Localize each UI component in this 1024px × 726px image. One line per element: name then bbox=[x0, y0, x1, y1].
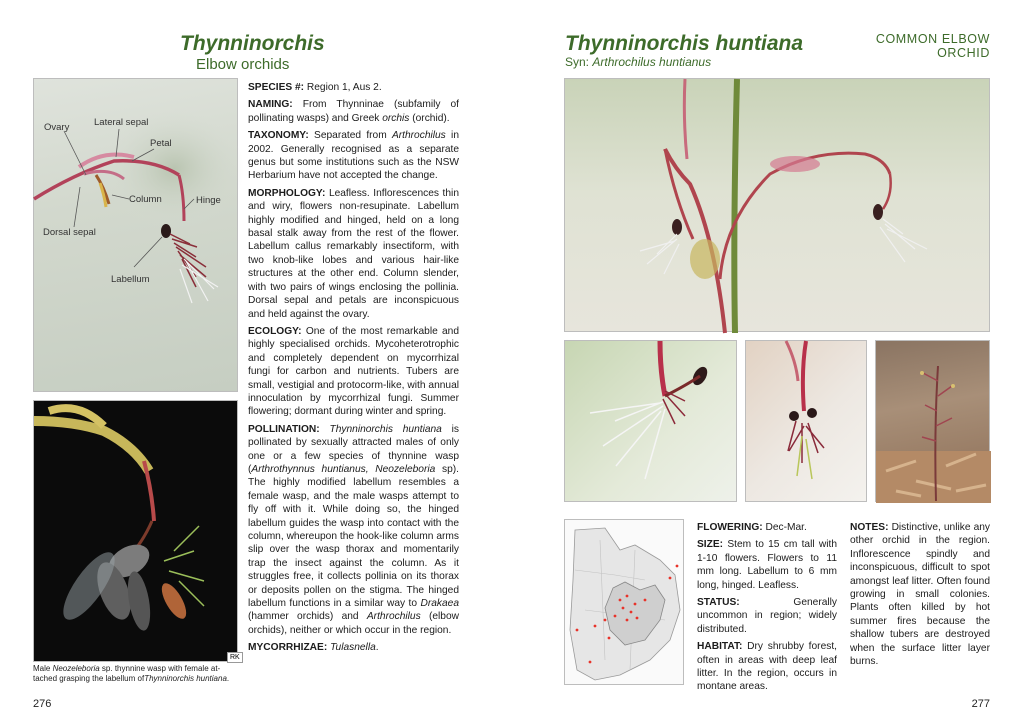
section-italic: orchis bbox=[382, 112, 410, 124]
section-text: Dec-Mar. bbox=[762, 522, 807, 533]
synonym-label: Syn: bbox=[565, 55, 593, 69]
record-dot bbox=[619, 599, 622, 602]
caption-species: Thynninorchis huntiana bbox=[144, 674, 227, 683]
morphology-paragraph bbox=[248, 187, 459, 321]
record-dot bbox=[644, 599, 647, 602]
section-text: in 2002. Generally recognised as a separate genus but some institutions such as the NSW Herbarium have not accepted the change. bbox=[248, 130, 459, 182]
label-hinge: Hinge bbox=[196, 195, 221, 206]
genus-common-name: Elbow orchids bbox=[196, 56, 290, 73]
label-dorsal-sepal: Dorsal sepal bbox=[43, 227, 96, 238]
record-dot bbox=[604, 619, 607, 622]
notes-paragraph bbox=[850, 521, 990, 668]
section-text: Distinctive, unlike any other orchid in the region. Inflorescence spindly and inconspicuous, difficult to spot amongst leaf litter. Often found growing in small colonies. Plants often killed by hot summer fires because the shallow tubers are destroyed when the surface litter layer burns. bbox=[850, 522, 990, 668]
record-dot bbox=[669, 577, 672, 580]
labellum-closeup-image bbox=[565, 341, 738, 503]
flower-front-image bbox=[746, 341, 868, 503]
record-dot bbox=[636, 617, 639, 620]
record-dot bbox=[676, 565, 679, 568]
section-text: (orchid). bbox=[409, 112, 450, 124]
section-text: . bbox=[375, 642, 379, 654]
section-text: Leafless. Inflorescences thin and wiry, flowers non-resupinate. Labellum highly modified and hinged, held on a long basal stalk away from the rest of the flower. Labellum callus remarkably insectiform, with two knob-like lobes and various hair-like structures at the other end. Column slender, with two pairs of wings enclosing the pollinia. Dorsal sepal and petals are inconspicuous and held against the ovary. bbox=[248, 187, 459, 320]
wasp-pollination-photo bbox=[33, 400, 238, 662]
caption-text: Male bbox=[33, 664, 53, 673]
record-dot bbox=[626, 619, 629, 622]
ecology-paragraph bbox=[248, 325, 459, 419]
record-dot bbox=[608, 637, 611, 640]
label-lateral-sepal: Lateral sepal bbox=[94, 117, 149, 128]
flower-front-photo bbox=[745, 340, 867, 502]
section-label: NAMING: bbox=[248, 99, 293, 111]
size-paragraph bbox=[697, 538, 837, 592]
caption-genus: Neozeleboria bbox=[52, 664, 100, 673]
section-italic: Arthrochilus bbox=[391, 130, 446, 142]
label-labellum: Labellum bbox=[111, 274, 150, 285]
section-text: is pollinated by sexually attracted males of only one or a few species of thynnine wasp ( bbox=[248, 423, 459, 475]
section-label: NOTES: bbox=[850, 522, 889, 533]
photo-credit: RK bbox=[227, 652, 243, 663]
section-text: Dry shrubby forest, often in areas with deep leaf litter. In the region, occurs in montane areas. bbox=[697, 641, 837, 693]
section-label: HABITAT: bbox=[697, 641, 743, 653]
record-dot bbox=[630, 611, 633, 614]
section-text: sp). The highly modified labellum resembles a female wasp, and the male wasps attempt to fly off with it. While doing so, the hinged labellum guides the wasp into contact with the column, whereupon the hook-like column arms slip over the wasp thorax and momentarily trap the insect against the column. As it struggles free, it collects pollinia on its thorax or deposits pollen on the stigma. The hinged labellum functions in a similar way to bbox=[248, 463, 459, 610]
label-petal: Petal bbox=[150, 138, 172, 149]
plant-in-leaf-litter-image bbox=[876, 341, 991, 503]
record-dot bbox=[589, 661, 592, 664]
section-italic: Arthrochilus bbox=[366, 611, 421, 623]
page-number-right: 277 bbox=[971, 698, 990, 710]
flowering-paragraph bbox=[697, 521, 837, 534]
synonym-name: Arthrochilus huntianus bbox=[592, 55, 712, 69]
flowering-stems-image bbox=[565, 79, 991, 333]
section-label: SIZE: bbox=[697, 539, 724, 551]
labelled-flower-diagram bbox=[33, 78, 238, 392]
genus-title: Thynninorchis bbox=[180, 32, 325, 55]
distribution-map bbox=[564, 519, 684, 685]
section-label: SPECIES #: bbox=[248, 82, 305, 93]
section-text: From Thynninae (subfamily of pollinating wasps) and Greek bbox=[248, 99, 459, 124]
section-label: ECOLOGY: bbox=[248, 325, 302, 337]
section-text: Generally uncommon in region; widely distributed. bbox=[697, 597, 837, 635]
section-text: Region 1, Aus 2. bbox=[304, 82, 382, 93]
pollination-paragraph bbox=[248, 423, 459, 638]
mycorrhizae-paragraph bbox=[248, 641, 459, 654]
status-paragraph bbox=[697, 596, 837, 636]
species-main-photo bbox=[564, 78, 990, 332]
label-ovary: Ovary bbox=[44, 122, 70, 133]
section-text: (elbow orchids), neither or which occur in the region. bbox=[248, 611, 459, 636]
species-title: Thynninorchis huntiana bbox=[565, 32, 804, 55]
taxonomy-paragraph bbox=[248, 129, 459, 183]
naming-paragraph bbox=[248, 98, 459, 125]
habitat-paragraph bbox=[697, 640, 837, 694]
section-text: Separated from bbox=[308, 130, 392, 142]
section-italic: Drakaea bbox=[420, 598, 459, 610]
caption-text: sp. thynnine wasp with female at-tached grasping the labellum of bbox=[33, 664, 221, 683]
record-dot bbox=[614, 615, 617, 618]
section-label: MYCORRHIZAE: bbox=[248, 642, 328, 654]
section-label: MORPHOLOGY: bbox=[248, 187, 326, 199]
section-text: (hammer orchids) and bbox=[248, 611, 367, 623]
species-count-paragraph bbox=[248, 81, 459, 94]
record-dot bbox=[634, 603, 637, 606]
synonym-line bbox=[565, 55, 711, 69]
record-dot bbox=[622, 607, 625, 610]
wasp-photo-caption bbox=[33, 664, 243, 684]
section-label: FLOWERING: bbox=[697, 522, 763, 533]
region-distribution-map bbox=[565, 520, 685, 686]
record-dot bbox=[626, 595, 629, 598]
common-name-line: ORCHID bbox=[937, 46, 990, 60]
section-label: POLLINATION: bbox=[248, 423, 320, 435]
section-italic: Thynninorchis huntiana bbox=[319, 423, 442, 435]
section-label: STATUS: bbox=[697, 597, 740, 609]
page-number-left: 276 bbox=[33, 698, 52, 710]
section-text: One of the most remarkable and highly specialised orchids. Mycoheterotrophic and completely dependent on mycorrhizal fungi for carbon and nutrients. Tubers are small, vestigial and protocorm-like, with annual innoculation by mycorrhizal fungi. Summer flowering; dormant during winter and spring. bbox=[248, 325, 459, 418]
species-facts-column bbox=[697, 521, 837, 698]
genus-description bbox=[248, 81, 459, 659]
species-notes-column bbox=[850, 521, 990, 672]
section-italic: Arthrothynnus huntianus, Neozeleboria bbox=[251, 463, 436, 475]
common-name-line: COMMON ELBOW bbox=[875, 32, 990, 46]
common-name bbox=[850, 32, 990, 60]
caption-text: . bbox=[226, 674, 230, 683]
labellum-closeup-photo bbox=[564, 340, 737, 502]
habitat-plant-photo bbox=[875, 340, 990, 502]
record-dot bbox=[594, 625, 597, 628]
section-italic: Tulasnella bbox=[327, 642, 376, 654]
section-text: Stem to 15 cm tall with 1-10 flowers. Flowers to 11 mm long. Labellum to 6 mm long, hinged. Leafless. bbox=[697, 539, 837, 591]
section-label: TAXONOMY: bbox=[248, 130, 309, 142]
wasp-on-labellum-image bbox=[34, 401, 239, 663]
label-column: Column bbox=[129, 194, 162, 205]
record-dot bbox=[576, 629, 579, 632]
